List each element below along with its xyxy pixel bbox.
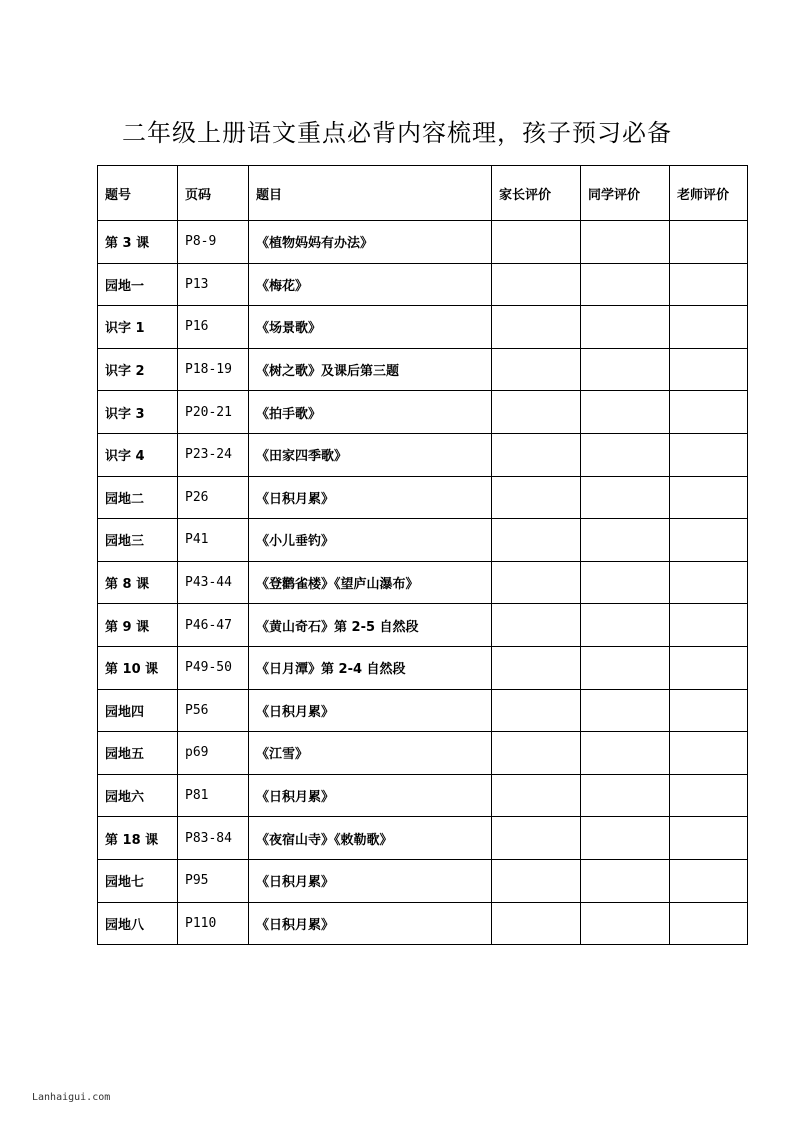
cell-peer-eval [581,774,670,817]
cell-page: P26 [178,476,249,519]
cell-teacher-eval [670,391,748,434]
cell-parent-eval [492,774,581,817]
table-row [98,348,748,391]
cell-number: 园地五 [98,732,178,775]
table-row [98,221,748,264]
table-row [98,391,748,434]
cell-number: 第 10 课 [98,646,178,689]
header-teacher-eval: 老师评价 [670,166,748,221]
cell-peer-eval [581,604,670,647]
cell-teacher-eval [670,732,748,775]
cell-page: P83-84 [178,817,249,860]
cell-parent-eval [492,902,581,945]
cell-page: P43-44 [178,561,249,604]
cell-page: P41 [178,519,249,562]
cell-teacher-eval [670,859,748,902]
table-row [98,306,748,349]
cell-peer-eval [581,306,670,349]
cell-parent-eval [492,689,581,732]
cell-peer-eval [581,561,670,604]
cell-teacher-eval [670,604,748,647]
cell-page: p69 [178,732,249,775]
cell-topic: 《拍手歌》 [249,391,492,434]
cell-number: 第 18 课 [98,817,178,860]
cell-peer-eval [581,817,670,860]
cell-topic: 《登鹳雀楼》《望庐山瀑布》 [249,561,492,604]
cell-topic: 《日积月累》 [249,859,492,902]
cell-number: 第 8 课 [98,561,178,604]
cell-number: 园地二 [98,476,178,519]
table-row [98,519,748,562]
review-table [97,165,748,945]
cell-topic: 《黄山奇石》第 2-5 自然段 [249,604,492,647]
cell-teacher-eval [670,433,748,476]
cell-parent-eval [492,561,581,604]
table-row [98,732,748,775]
cell-topic: 《夜宿山寺》《敕勒歌》 [249,817,492,860]
cell-page: P95 [178,859,249,902]
cell-parent-eval [492,519,581,562]
cell-peer-eval [581,348,670,391]
header-topic: 题目 [249,166,492,221]
cell-page: P23-24 [178,433,249,476]
cell-peer-eval [581,519,670,562]
cell-topic: 《田家四季歌》 [249,433,492,476]
cell-number: 园地四 [98,689,178,732]
cell-number: 园地三 [98,519,178,562]
page-title: 二年级上册语文重点必背内容梳理，孩子预习必备 [122,119,672,148]
cell-peer-eval [581,902,670,945]
table-row [98,433,748,476]
cell-peer-eval [581,433,670,476]
cell-teacher-eval [670,774,748,817]
cell-parent-eval [492,859,581,902]
cell-peer-eval [581,646,670,689]
cell-number: 园地七 [98,859,178,902]
cell-number: 园地八 [98,902,178,945]
cell-page: P49-50 [178,646,249,689]
header-page: 页码 [178,166,249,221]
cell-teacher-eval [670,221,748,264]
cell-number: 第 9 课 [98,604,178,647]
cell-topic: 《场景歌》 [249,306,492,349]
cell-parent-eval [492,391,581,434]
table-row [98,561,748,604]
cell-page: P20-21 [178,391,249,434]
cell-number: 识字 3 [98,391,178,434]
table-body [98,221,748,945]
cell-topic: 《植物妈妈有办法》 [249,221,492,264]
cell-parent-eval [492,348,581,391]
cell-topic: 《日月潭》第 2-4 自然段 [249,646,492,689]
cell-teacher-eval [670,519,748,562]
cell-parent-eval [492,732,581,775]
table-row [98,817,748,860]
cell-parent-eval [492,221,581,264]
cell-topic: 《树之歌》及课后第三题 [249,348,492,391]
cell-page: P56 [178,689,249,732]
cell-teacher-eval [670,263,748,306]
cell-page: P46-47 [178,604,249,647]
cell-parent-eval [492,817,581,860]
header-number: 题号 [98,166,178,221]
cell-topic: 《日积月累》 [249,476,492,519]
cell-peer-eval [581,391,670,434]
cell-topic: 《小儿垂钓》 [249,519,492,562]
table-row [98,476,748,519]
header-peer-eval: 同学评价 [581,166,670,221]
cell-teacher-eval [670,689,748,732]
table-row [98,263,748,306]
cell-number: 园地六 [98,774,178,817]
table-row [98,859,748,902]
cell-topic: 《日积月累》 [249,774,492,817]
cell-teacher-eval [670,476,748,519]
table-row [98,604,748,647]
cell-teacher-eval [670,561,748,604]
cell-teacher-eval [670,817,748,860]
cell-page: P16 [178,306,249,349]
table-row [98,774,748,817]
cell-page: P8-9 [178,221,249,264]
cell-teacher-eval [670,306,748,349]
cell-number: 园地一 [98,263,178,306]
table-header-row [98,166,748,221]
cell-parent-eval [492,306,581,349]
table-row [98,902,748,945]
cell-peer-eval [581,263,670,306]
table-row [98,689,748,732]
cell-parent-eval [492,433,581,476]
cell-parent-eval [492,646,581,689]
cell-page: P110 [178,902,249,945]
cell-teacher-eval [670,646,748,689]
cell-topic: 《日积月累》 [249,689,492,732]
cell-parent-eval [492,604,581,647]
header-parent-eval: 家长评价 [492,166,581,221]
cell-parent-eval [492,263,581,306]
cell-page: P13 [178,263,249,306]
cell-peer-eval [581,476,670,519]
cell-number: 识字 2 [98,348,178,391]
cell-page: P18-19 [178,348,249,391]
cell-number: 识字 1 [98,306,178,349]
cell-teacher-eval [670,902,748,945]
cell-topic: 《江雪》 [249,732,492,775]
cell-page: P81 [178,774,249,817]
cell-topic: 《梅花》 [249,263,492,306]
cell-peer-eval [581,732,670,775]
cell-topic: 《日积月累》 [249,902,492,945]
table-row [98,646,748,689]
cell-teacher-eval [670,348,748,391]
cell-peer-eval [581,689,670,732]
cell-peer-eval [581,859,670,902]
cell-number: 识字 4 [98,433,178,476]
cell-peer-eval [581,221,670,264]
footer-url: Lanhaigui.com [32,1092,111,1103]
cell-number: 第 3 课 [98,221,178,264]
cell-parent-eval [492,476,581,519]
